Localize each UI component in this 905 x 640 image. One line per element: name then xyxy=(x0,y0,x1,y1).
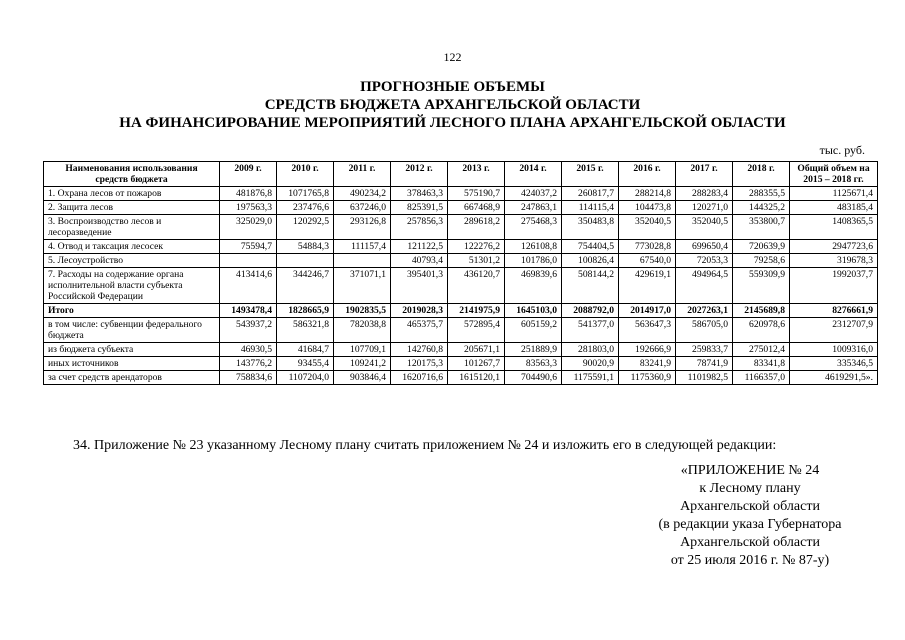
value-cell: 2312707,9 xyxy=(790,318,878,343)
value-cell: 126108,8 xyxy=(505,240,562,254)
paragraph-34: 34. Приложение № 23 указанному Лесному плану считать приложением № 24 и изложить его в следующей редакции: xyxy=(73,438,777,453)
row-label-cell: 1. Охрана лесов от пожаров xyxy=(44,187,220,201)
value-cell: 494964,5 xyxy=(676,268,733,304)
value-cell: 1645103,0 xyxy=(505,304,562,318)
value-cell: 54884,3 xyxy=(277,240,334,254)
value-cell: 107709,1 xyxy=(334,343,391,357)
value-cell: 575190,7 xyxy=(448,187,505,201)
value-cell: 1620716,6 xyxy=(391,371,448,385)
row-label-cell: 5. Лесоустройство xyxy=(44,254,220,268)
row-label-cell: иных источников xyxy=(44,357,220,371)
value-cell: 144325,2 xyxy=(733,201,790,215)
value-cell: 754404,5 xyxy=(562,240,619,254)
value-cell: 142760,8 xyxy=(391,343,448,357)
table-row xyxy=(44,201,878,215)
value-cell: 1992037,7 xyxy=(790,268,878,304)
table-row xyxy=(44,371,878,385)
value-cell: 4619291,5». xyxy=(790,371,878,385)
value-cell: 93455,4 xyxy=(277,357,334,371)
appendix-line: (в редакции указа Губернатора xyxy=(658,517,842,532)
appendix-header xyxy=(630,462,870,570)
value-cell: 773028,8 xyxy=(619,240,676,254)
value-cell: 275468,3 xyxy=(505,215,562,240)
page-number: 122 xyxy=(443,50,462,64)
value-cell: 825391,5 xyxy=(391,201,448,215)
row-label-cell: из бюджета субъекта xyxy=(44,343,220,357)
header-cell: 2017 г. xyxy=(676,162,733,187)
value-cell: 104473,8 xyxy=(619,201,676,215)
value-cell: 2027263,1 xyxy=(676,304,733,318)
value-cell: 100826,4 xyxy=(562,254,619,268)
value-cell xyxy=(220,254,277,268)
value-cell: 758834,6 xyxy=(220,371,277,385)
table-body xyxy=(44,187,878,385)
value-cell: 2141975,9 xyxy=(448,304,505,318)
header-cell: 2011 г. xyxy=(334,162,391,187)
value-cell: 605159,2 xyxy=(505,318,562,343)
value-cell: 51301,2 xyxy=(448,254,505,268)
value-cell: 371071,1 xyxy=(334,268,391,304)
value-cell: 903846,4 xyxy=(334,371,391,385)
value-cell: 436120,7 xyxy=(448,268,505,304)
value-cell: 586705,0 xyxy=(676,318,733,343)
value-cell: 335346,5 xyxy=(790,357,878,371)
value-cell: 46930,5 xyxy=(220,343,277,357)
row-label-cell: в том числе: субвенции федерального бюджета xyxy=(44,318,220,343)
value-cell: 541377,0 xyxy=(562,318,619,343)
title-line-3: НА ФИНАНСИРОВАНИЕ МЕРОПРИЯТИЙ ЛЕСНОГО ПЛАНА АРХАНГЕЛЬСКОЙ ОБЛАСТИ xyxy=(119,115,786,131)
table-row xyxy=(44,304,878,318)
value-cell: 251889,9 xyxy=(505,343,562,357)
value-cell: 120175,3 xyxy=(391,357,448,371)
budget-table xyxy=(43,161,878,385)
value-cell: 281803,0 xyxy=(562,343,619,357)
value-cell: 275012,4 xyxy=(733,343,790,357)
value-cell: 1125671,4 xyxy=(790,187,878,201)
value-cell: 2014917,0 xyxy=(619,304,676,318)
value-cell: 293126,8 xyxy=(334,215,391,240)
value-cell: 288283,4 xyxy=(676,187,733,201)
value-cell: 667468,9 xyxy=(448,201,505,215)
table-header xyxy=(44,162,878,187)
value-cell: 543937,2 xyxy=(220,318,277,343)
value-cell: 378463,3 xyxy=(391,187,448,201)
value-cell: 111157,4 xyxy=(334,240,391,254)
table-row xyxy=(44,343,878,357)
value-cell: 205671,1 xyxy=(448,343,505,357)
row-label-cell: 2. Защита лесов xyxy=(44,201,220,215)
value-cell: 83241,9 xyxy=(619,357,676,371)
appendix-line: к Лесному плану xyxy=(699,481,801,496)
table-row xyxy=(44,240,878,254)
row-label-cell: за счет средств арендаторов xyxy=(44,371,220,385)
value-cell: 72053,3 xyxy=(676,254,733,268)
row-label-cell: 3. Воспроизводство лесов и лесоразведение xyxy=(44,215,220,240)
table-row xyxy=(44,357,878,371)
value-cell: 260817,7 xyxy=(562,187,619,201)
value-cell: 143776,2 xyxy=(220,357,277,371)
value-cell: 699650,4 xyxy=(676,240,733,254)
value-cell: 122276,2 xyxy=(448,240,505,254)
unit-label: тыс. руб. xyxy=(819,143,865,157)
value-cell: 429619,1 xyxy=(619,268,676,304)
value-cell: 1071765,8 xyxy=(277,187,334,201)
value-cell: 352040,5 xyxy=(676,215,733,240)
value-cell: 586321,8 xyxy=(277,318,334,343)
value-cell: 101267,7 xyxy=(448,357,505,371)
value-cell xyxy=(277,254,334,268)
table-row xyxy=(44,254,878,268)
value-cell: 40793,4 xyxy=(391,254,448,268)
table-row xyxy=(44,187,878,201)
title-line-2: СРЕДСТВ БЮДЖЕТА АРХАНГЕЛЬСКОЙ ОБЛАСТИ xyxy=(264,97,641,113)
value-cell: 75594,7 xyxy=(220,240,277,254)
title-line-1: ПРОГНОЗНЫЕ ОБЪЕМЫ xyxy=(360,79,545,95)
value-cell: 289618,2 xyxy=(448,215,505,240)
value-cell: 2145689,8 xyxy=(733,304,790,318)
value-cell: 469839,6 xyxy=(505,268,562,304)
value-cell: 1175591,1 xyxy=(562,371,619,385)
value-cell: 1615120,1 xyxy=(448,371,505,385)
value-cell: 1828665,9 xyxy=(277,304,334,318)
value-cell: 257856,3 xyxy=(391,215,448,240)
value-cell: 344246,7 xyxy=(277,268,334,304)
value-cell: 572895,4 xyxy=(448,318,505,343)
value-cell: 563647,3 xyxy=(619,318,676,343)
value-cell: 483185,4 xyxy=(790,201,878,215)
value-cell: 352040,5 xyxy=(619,215,676,240)
value-cell: 2947723,6 xyxy=(790,240,878,254)
row-label-cell: 4. Отвод и таксация лесосек xyxy=(44,240,220,254)
value-cell: 41684,7 xyxy=(277,343,334,357)
value-cell: 490234,2 xyxy=(334,187,391,201)
value-cell: 1107204,0 xyxy=(277,371,334,385)
header-cell: 2012 г. xyxy=(391,162,448,187)
value-cell: 325029,0 xyxy=(220,215,277,240)
value-cell: 720639,9 xyxy=(733,240,790,254)
value-cell: 288355,5 xyxy=(733,187,790,201)
value-cell: 121122,5 xyxy=(391,240,448,254)
row-label-cell: 7. Расходы на содержание органа исполнительной власти субъекта Российской Федерации xyxy=(44,268,220,304)
value-cell: 424037,2 xyxy=(505,187,562,201)
value-cell: 637246,0 xyxy=(334,201,391,215)
value-cell: 109241,2 xyxy=(334,357,391,371)
value-cell: 247863,1 xyxy=(505,201,562,215)
value-cell: 237476,6 xyxy=(277,201,334,215)
header-cell: 2018 г. xyxy=(733,162,790,187)
value-cell: 101786,0 xyxy=(505,254,562,268)
value-cell: 83563,3 xyxy=(505,357,562,371)
value-cell: 120271,0 xyxy=(676,201,733,215)
value-cell: 1101982,5 xyxy=(676,371,733,385)
value-cell: 79258,6 xyxy=(733,254,790,268)
table-row xyxy=(44,318,878,343)
header-cell: 2014 г. xyxy=(505,162,562,187)
header-cell: 2009 г. xyxy=(220,162,277,187)
value-cell: 8276661,9 xyxy=(790,304,878,318)
value-cell: 1166357,0 xyxy=(733,371,790,385)
value-cell: 259833,7 xyxy=(676,343,733,357)
value-cell: 353800,7 xyxy=(733,215,790,240)
header-cell: 2015 г. xyxy=(562,162,619,187)
table-row xyxy=(44,215,878,240)
value-cell: 465375,7 xyxy=(391,318,448,343)
value-cell: 559309,9 xyxy=(733,268,790,304)
value-cell: 1902835,5 xyxy=(334,304,391,318)
appendix-line: «ПРИЛОЖЕНИЕ № 24 xyxy=(680,463,820,478)
value-cell: 350483,8 xyxy=(562,215,619,240)
value-cell: 288214,8 xyxy=(619,187,676,201)
value-cell: 197563,3 xyxy=(220,201,277,215)
value-cell: 90020,9 xyxy=(562,357,619,371)
appendix-line: Архангельской области xyxy=(680,535,820,550)
document-title xyxy=(0,78,905,132)
value-cell: 83341,8 xyxy=(733,357,790,371)
header-cell: 2010 г. xyxy=(277,162,334,187)
appendix-line: от 25 июля 2016 г. № 87-у) xyxy=(670,553,830,568)
value-cell xyxy=(334,254,391,268)
value-cell: 2019028,3 xyxy=(391,304,448,318)
value-cell: 704490,6 xyxy=(505,371,562,385)
value-cell: 395401,3 xyxy=(391,268,448,304)
value-cell: 114115,4 xyxy=(562,201,619,215)
value-cell: 620978,6 xyxy=(733,318,790,343)
value-cell: 192666,9 xyxy=(619,343,676,357)
row-label-cell: Итого xyxy=(44,304,220,318)
value-cell: 120292,5 xyxy=(277,215,334,240)
header-cell: Общий объем на 2015 – 2018 гг. xyxy=(790,162,878,187)
header-cell: Наименования использования средств бюджета xyxy=(44,162,220,187)
appendix-line: Архангельской области xyxy=(680,499,820,514)
value-cell: 782038,8 xyxy=(334,318,391,343)
value-cell: 1408365,5 xyxy=(790,215,878,240)
value-cell: 1493478,4 xyxy=(220,304,277,318)
header-cell: 2013 г. xyxy=(448,162,505,187)
value-cell: 67540,0 xyxy=(619,254,676,268)
value-cell: 481876,8 xyxy=(220,187,277,201)
value-cell: 1009316,0 xyxy=(790,343,878,357)
value-cell: 1175360,9 xyxy=(619,371,676,385)
value-cell: 413414,6 xyxy=(220,268,277,304)
header-cell: 2016 г. xyxy=(619,162,676,187)
table-row xyxy=(44,268,878,304)
value-cell: 2088792,0 xyxy=(562,304,619,318)
value-cell: 508144,2 xyxy=(562,268,619,304)
value-cell: 319678,3 xyxy=(790,254,878,268)
value-cell: 78741,9 xyxy=(676,357,733,371)
